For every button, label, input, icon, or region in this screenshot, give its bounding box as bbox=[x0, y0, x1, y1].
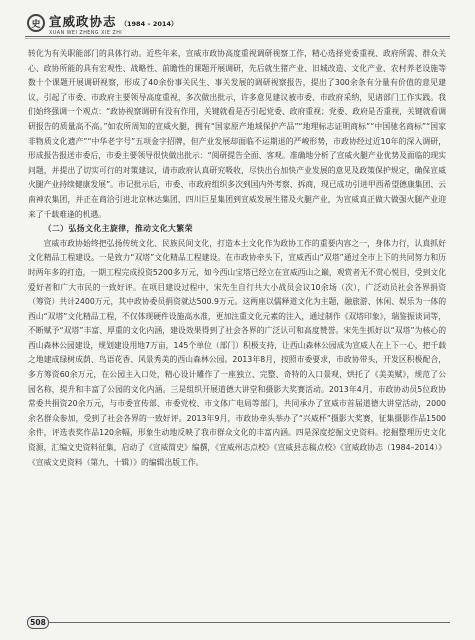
body-paragraph-1: 转化为有关职能部门的具体行动。近些年来，宣威市政协高度重视调研视察工作，精心选择党委重视、政府所需、群众关心、政协所能的具有宏观性、战略性、前瞻性的课题开展调研，先后就生猪产业、旧城改造、文化产业、农村养老设施等数十个课题开展调研视察，形成了40余份事关民生、事关发展的调研视察报告，提出了300余条有分量有价值的意见建议，引起了市委、市政府主要领导高度重视，多次做出批示，许多意见建议被市委、市政府采纳，见诸部门工作实践。我们始终强调一个观点：“政协视察调研有没有作用，关键就看是否引起党委、政府重视；党委、政府是否重视，关键就看调研报告的质量高不高。”如农所周知的宣威火腿，拥有“国家原产地域保护产品”“地理标志证明商标”“中国驰名商标”“国家非物质文化遗产”“中华老字号”五项金字招牌，但产业发展却面临不运期退的严峻形势，市政协经过近10年的深入调研，形成报告报送市委后，市委主要领导很快做出批示：“阅研提告全面、客观。准确地分析了宣威火腿产业优势及面临的现实问题，并提出了切实可行的对策建议，请市政府认真研究吸收，尽快出台加快产业发展的意见及政策保护规定，确保宣威火腿产业持续健康发展”。市记批示后，市委、市政府组织多次到国内外考察、拆商，现已成功引进甲西希望德康集团、云南神农集团，并正在商洽引进北京林达集团、四川巨星集团到宣威发展生猪及火腿产业，为宣威真正做大做强火腿产业迎来了千载难逢的机遇。 bbox=[28, 49, 446, 219]
body-paragraph-2: 宣威市政协始终把弘扬传统文化、民族民间文化，打造本土文化作为政协工作的重要内容之一，身体力行，认真抓好文化精品工程建设。一是致力“双塔”文化精品工程建设。在市政协牵头下，宣威西山“双塔”通过全市上下的共同努力和历时两年多的打造，一期工程完成投资5200多万元，如今西山宝塔已经立在宣威西山之巅，观赏者无不赏心悦目，受到文化爱好者和广大市民的一致好评。在项目建设过程中，宋先生自行共大小战员会议10余场（次），广泛动员社会各界捐资（筹资）共计2400万元，其中政协委员捐资就达500.9万元。这两座以儒释道文化为主题，融旅游、休闲、娱乐为一体的西山“双塔”文化精品工程，不仅体现硬件设施高水准，更加注重文化元素的注入，通过制作《双塔印象》，瑞鉴振谈词等，不断赋予“双塔”丰富、厚重的文化内涵，建设效果得到了社会各界的广泛认可和高度赞誉。宋先生抓好以“双塔”为核心的西山森林公园建设，规划建设用地7万亩，145个单位（部门）积极支持，让西山森林公园成为宣威人在上下一心，把千载之地建成绿树成荫、鸟语花香、风景秀美的西山森林公园。2013年8月，按照市委要求，市政协带头，开发区积极配合，多方筹资60余万元，在公园主入口处，精心设计雕作了一座独立、完整、奇特的入口景观，烘托了《美美赋》，规范了公园名称，提升和丰富了公园的文化内涵。三是组织开展道德大讲堂和摄影大奖赛活动。2013年4月，市政协动员5位政协常委共捐资20余万元，与市委宣传部、市委党校、市文体广电局等部门，共同承办了宣威市首届道德大讲堂活动，2000余名群众参加，受到了社会各界的一致好评。2013年9月，市政协牵头举办了“兴威杯”摄影大奖赛，征集摄影作品1500余件，评选表奖作品120余幅，形象生动地反映了我市群众文化的丰富内涵。四是深度挖掘文史资料。挖掘整理历史文化资源，汇编文史资料征集，启动了《宣威简史》编撰，《宣威州志点校》《宣威县志稿点校》《宣威政协志（1984–2014）》《宣威文史资料（第九、十辑）》的编辑出版工作。 bbox=[28, 238, 446, 467]
book-title: 宣威政协志 bbox=[49, 14, 117, 29]
header-rule bbox=[25, 36, 450, 37]
header-title-block bbox=[49, 12, 177, 36]
book-years: （1984 – 2014） bbox=[120, 20, 178, 28]
emblem-icon: 史 bbox=[27, 14, 45, 32]
section-heading: （二）弘扬文化主旋律，推动文化大繁荣 bbox=[43, 224, 193, 234]
header-title-line bbox=[49, 12, 177, 30]
page-body bbox=[28, 47, 446, 470]
page-number: 508 bbox=[27, 616, 49, 629]
header-rule-secondary bbox=[25, 38, 450, 39]
page-header bbox=[0, 0, 475, 40]
footer-rule bbox=[49, 622, 450, 623]
book-title-pinyin: XUAN WEI ZHENG XIE ZHI bbox=[49, 31, 123, 36]
